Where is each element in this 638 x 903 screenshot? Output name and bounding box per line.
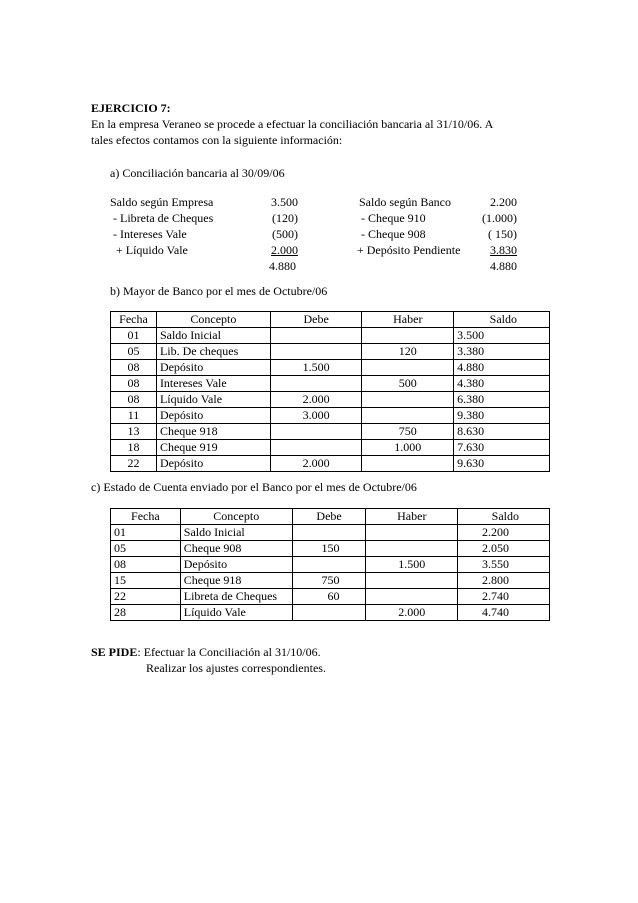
recon-right-total: 4.880	[490, 259, 517, 273]
cell: Depósito	[156, 360, 270, 376]
cell: 1.500	[270, 360, 362, 376]
cell: 4.740	[458, 605, 550, 621]
column-header: Concepto	[156, 312, 270, 328]
cell: Saldo Inicial	[156, 328, 270, 344]
column-header: Concepto	[180, 509, 292, 525]
column-header: Fecha	[111, 312, 157, 328]
table-row	[111, 573, 550, 589]
cell: Depósito	[156, 408, 270, 424]
cell: 2.000	[270, 392, 362, 408]
cell: 1.500	[366, 557, 458, 573]
cell: 01	[111, 525, 181, 541]
cell: 2.200	[458, 525, 550, 541]
cell: 22	[111, 589, 181, 605]
cell: 500	[362, 376, 454, 392]
cell: 9.630	[454, 456, 550, 472]
cell: 08	[111, 392, 157, 408]
cell	[366, 573, 458, 589]
recon-right-value: 2.200	[490, 195, 517, 209]
column-header: Haber	[362, 312, 454, 328]
table-row	[111, 392, 550, 408]
bank-statement-table	[110, 508, 550, 621]
recon-left-value: (120)	[272, 211, 298, 225]
recon-left-value: (500)	[272, 227, 298, 241]
recon-left-total: 4.880	[269, 259, 296, 273]
cell: 9.380	[454, 408, 550, 424]
table-row	[111, 456, 550, 472]
section-b-heading: b) Mayor de Banco por el mes de Octubre/06	[110, 284, 328, 298]
bank-ledger-table	[110, 311, 550, 472]
cell	[362, 408, 454, 424]
cell: 08	[111, 376, 157, 392]
table-row	[111, 557, 550, 573]
cell: Depósito	[156, 456, 270, 472]
cell: 05	[111, 541, 181, 557]
recon-left-value-underlined: 2.000	[271, 243, 298, 257]
recon-right-label: + Depósito Pendiente	[357, 243, 461, 257]
column-header: Haber	[366, 509, 458, 525]
recon-left-label: - Libreta de Cheques	[113, 211, 214, 225]
table-row	[111, 376, 550, 392]
cell: 2.000	[366, 605, 458, 621]
table-header-row	[111, 312, 550, 328]
recon-right-value: (1.000)	[482, 211, 517, 225]
column-header: Fecha	[111, 509, 181, 525]
se-pide-line	[91, 644, 321, 660]
cell	[292, 557, 366, 573]
cell: Cheque 919	[156, 440, 270, 456]
cell	[362, 328, 454, 344]
column-header: Saldo	[454, 312, 550, 328]
table-row	[111, 440, 550, 456]
cell: Cheque 918	[180, 573, 292, 589]
recon-left-label: Saldo según Empresa	[110, 195, 214, 209]
cell: Cheque 908	[180, 541, 292, 557]
cell: Intereses Vale	[156, 376, 270, 392]
cell	[270, 424, 362, 440]
table-row	[111, 328, 550, 344]
column-header: Debe	[292, 509, 366, 525]
cell: 4.880	[454, 360, 550, 376]
table-row	[111, 344, 550, 360]
cell: 6.380	[454, 392, 550, 408]
cell	[366, 525, 458, 541]
cell: 18	[111, 440, 157, 456]
cell: 2.740	[458, 589, 550, 605]
cell: Lib. De cheques	[156, 344, 270, 360]
cell: 3.550	[458, 557, 550, 573]
cell: 7.630	[454, 440, 550, 456]
recon-right-label: - Cheque 908	[361, 227, 426, 241]
table-row	[111, 541, 550, 557]
se-pide-text: : Efectuar la Conciliación al 31/10/06.	[137, 645, 321, 659]
cell: 28	[111, 605, 181, 621]
cell: Saldo Inicial	[180, 525, 292, 541]
table-row	[111, 605, 550, 621]
cell: 2.000	[270, 456, 362, 472]
exercise-title: EJERCICIO 7:	[91, 101, 171, 115]
cell: 01	[111, 328, 157, 344]
se-pide-label: SE PIDE	[91, 645, 138, 659]
cell	[362, 360, 454, 376]
cell	[270, 344, 362, 360]
recon-left-label: - Intereses Vale	[113, 227, 187, 241]
recon-right-label: - Cheque 910	[361, 211, 426, 225]
table-header-row	[111, 509, 550, 525]
table-row	[111, 424, 550, 440]
intro-line-1: En la empresa Veraneo se procede a efectuar la conciliación bancaria al 31/10/06. A	[91, 117, 494, 131]
cell: 22	[111, 456, 157, 472]
cell	[270, 440, 362, 456]
table-row	[111, 525, 550, 541]
intro-line-2: tales efectos contamos con la siguiente información:	[91, 133, 343, 147]
cell	[366, 541, 458, 557]
table-row	[111, 408, 550, 424]
cell: 60	[292, 589, 366, 605]
cell	[270, 328, 362, 344]
cell	[270, 376, 362, 392]
cell: 3.500	[454, 328, 550, 344]
cell: 1.000	[362, 440, 454, 456]
recon-right-value-underlined: 3.830	[490, 243, 517, 257]
cell: 8.630	[454, 424, 550, 440]
cell: 750	[292, 573, 366, 589]
cell	[292, 605, 366, 621]
table-row	[111, 589, 550, 605]
cell	[362, 392, 454, 408]
recon-left-label: + Líquido Vale	[116, 243, 188, 257]
cell: 2.050	[458, 541, 550, 557]
recon-right-label: Saldo según Banco	[359, 195, 451, 209]
recon-right-value: ( 150)	[488, 227, 517, 241]
cell: 2.800	[458, 573, 550, 589]
cell	[362, 456, 454, 472]
cell: 750	[362, 424, 454, 440]
table-row	[111, 360, 550, 376]
cell: 120	[362, 344, 454, 360]
cell: 3.380	[454, 344, 550, 360]
recon-left-value: 3.500	[271, 195, 298, 209]
cell: Líquido Vale	[180, 605, 292, 621]
cell	[366, 589, 458, 605]
cell: Depósito	[180, 557, 292, 573]
cell: 11	[111, 408, 157, 424]
cell: 4.380	[454, 376, 550, 392]
cell: 08	[111, 557, 181, 573]
cell: Cheque 918	[156, 424, 270, 440]
cell: 08	[111, 360, 157, 376]
cell: 13	[111, 424, 157, 440]
cell: 150	[292, 541, 366, 557]
cell: 05	[111, 344, 157, 360]
column-header: Debe	[270, 312, 362, 328]
se-pide-line-2: Realizar los ajustes correspondientes.	[146, 661, 326, 675]
cell: 15	[111, 573, 181, 589]
cell: Libreta de Cheques	[180, 589, 292, 605]
cell: 3.000	[270, 408, 362, 424]
section-c-heading: c) Estado de Cuenta enviado por el Banco por el mes de Octubre/06	[91, 480, 417, 494]
cell	[292, 525, 366, 541]
column-header: Saldo	[458, 509, 550, 525]
cell: Líquido Vale	[156, 392, 270, 408]
section-a-heading: a) Conciliación bancaria al 30/09/06	[110, 166, 285, 180]
